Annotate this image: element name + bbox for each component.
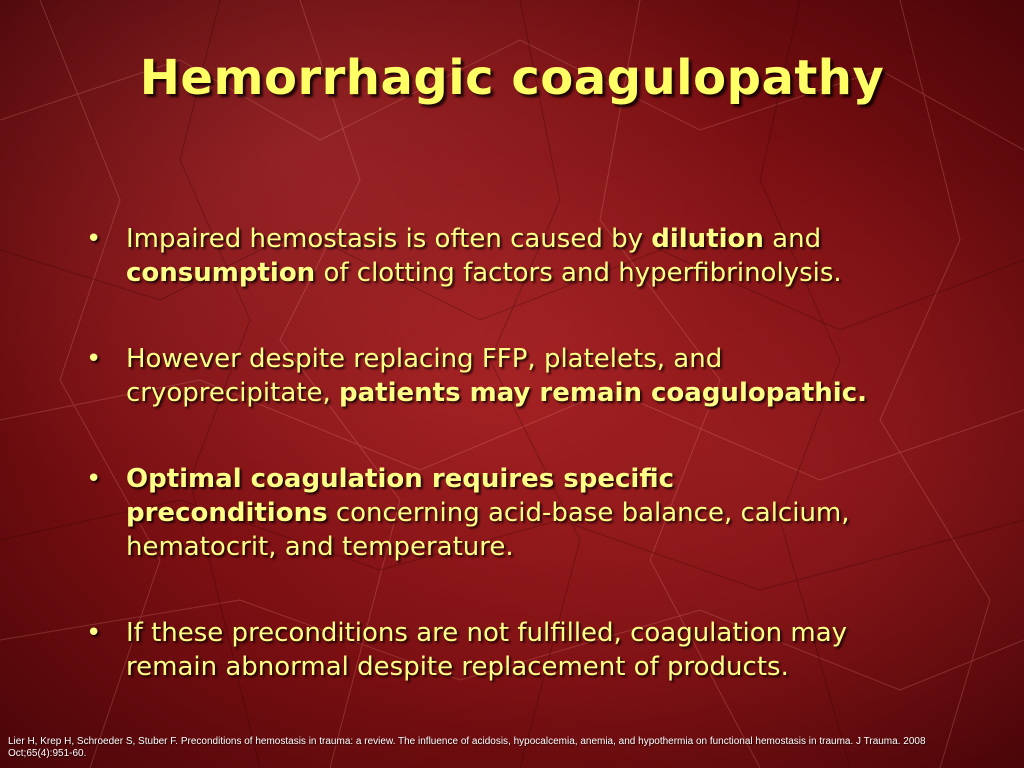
bullet-text: However despite replacing FFP, platelets, and cryoprecipitate, [126,344,723,408]
bullet-text: concerning acid-base balance, calcium, hematocrit, and temperature. [126,498,850,562]
bullet-list [84,222,884,736]
bullet-text: of clotting factors and hyperfibrinolysis. [315,258,842,288]
bullet-item [84,616,884,684]
bullet-text: Impaired hemostasis is often caused by [126,224,652,254]
bullet-emphasis: dilution [651,224,764,254]
slide-title: Hemorrhagic coagulopathy [139,50,885,106]
bullet-text: If these preconditions are not fulfilled, coagulation may remain abnormal despite replacement of products. [126,618,848,682]
bullet-emphasis: Optimal coagulation requires specific preconditions [126,464,675,528]
bullet-item [84,222,884,290]
bullet-text: and [763,224,822,254]
citation: Lier H, Krep H, Schroeder S, Stuber F. Preconditions of hemostasis in trauma: a review. The influence of acidosis, hypocalcemia, anemia, and hypothermia on functional hemostasis in trauma. J Trauma. 2008 Oct;65(4):951-60. [8,736,926,759]
bullet-item [84,342,884,410]
bullet-icon: • [86,618,102,648]
bullet-emphasis: consumption [126,258,316,288]
bullet-emphasis: patients may remain coagulopathic. [339,378,868,408]
bullet-item [84,462,884,564]
bullet-icon: • [86,224,102,254]
bullet-icon: • [86,464,102,494]
bullet-icon: • [86,344,102,374]
